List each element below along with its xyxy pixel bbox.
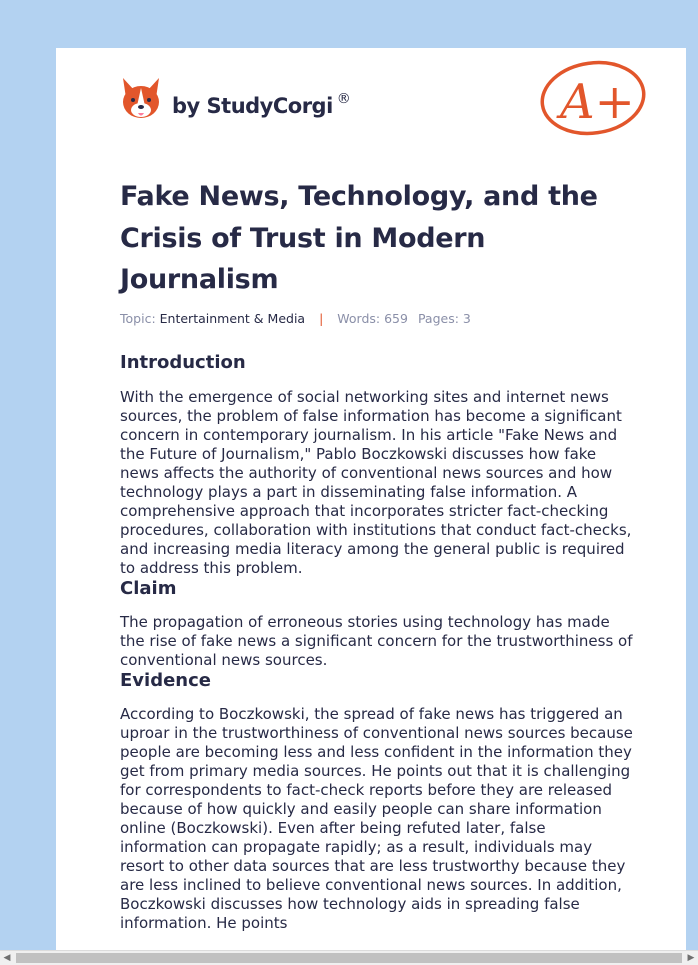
document-page (56, 48, 686, 964)
logo-text (172, 91, 351, 118)
scroll-left-icon[interactable]: ◀ (3, 953, 11, 963)
heading-claim: Claim (120, 578, 177, 599)
topic-link[interactable]: Entertainment & Media (159, 311, 306, 326)
paragraph-claim: The propagation of erroneous stories using technology has made the rise of fake news a significant concern for the trustworthiness of conventional news sources. (120, 613, 633, 669)
logo-wordmark: by StudyCorgi (172, 94, 333, 118)
grade-text: A+ (560, 74, 635, 130)
scroll-right-icon[interactable]: ▶ (687, 953, 695, 963)
word-count: Words: 659 (337, 311, 408, 326)
heading-introduction: Introduction (120, 352, 246, 373)
topic-label: Topic: (120, 311, 156, 326)
page-count: Pages: 3 (417, 311, 471, 326)
heading-evidence: Evidence (120, 670, 211, 691)
document-title: Fake News, Technology, and the Crisis of Trust in Modern Journalism (120, 181, 598, 295)
paragraph-introduction: With the emergence of social networking sites and internet news sources, the problem of false information has become a significant concern in contemporary journalism. In his article "Fake News and the Future of Journalism," Pablo Boczkowski discusses how fake news affects the authority of conventional news sources and how technology plays a part in disseminating false information. A comprehensive approach that incorporates stricter fact-checking procedures, collaboration with institutions that conduct fact-checks, and increasing media literacy among the general public is required to address this problem. (120, 388, 632, 577)
studycorgi-logo[interactable] (120, 76, 351, 122)
registered-mark: ® (336, 91, 351, 107)
document-meta (120, 311, 471, 326)
grade-a-plus-badge (538, 58, 648, 140)
corgi-icon (120, 76, 162, 122)
scrollbar-thumb[interactable] (16, 953, 682, 963)
document-body (120, 352, 636, 933)
meta-separator: | (319, 311, 324, 326)
horizontal-scrollbar[interactable] (0, 950, 698, 965)
paragraph-evidence: According to Boczkowski, the spread of fake news has triggered an uproar in the trustworthiness of conventional news sources because people are becoming less and less confident in the information they get from primary media sources. He points out that it is challenging for correspondents to fact-check reports before they are released because of how quickly and easily people can share information online (Boczkowski). Even after being refuted later, false information can propagate rapidly; as a result, individuals may resort to other data sources that are less trustworthy because they are less inclined to believe conventional news sources. In addition, Boczkowski discusses how technology aids in spreading false information. He points (120, 705, 633, 932)
